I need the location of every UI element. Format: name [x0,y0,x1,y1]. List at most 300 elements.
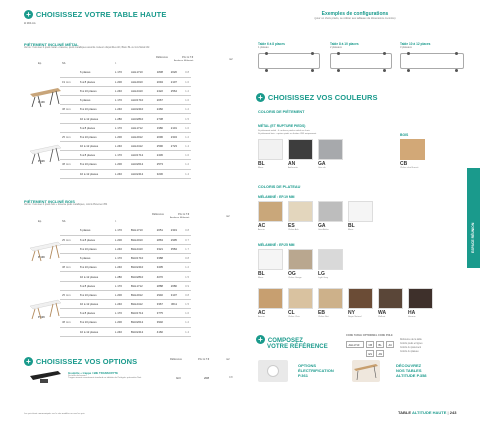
promo-title2: ÉLECTRIFICATION [298,368,334,373]
cell-ref: AHU1710 [129,96,151,105]
cell-p2: 2995 [165,235,179,244]
desk-image [28,86,62,108]
cell-p2 [165,272,179,281]
table-row [60,114,191,123]
color-swatch [348,201,373,222]
composez-section [256,335,303,344]
table-row [60,254,191,263]
table-row [60,68,191,77]
composez-c5: AN [376,350,384,357]
bois-head-prix-sub: Acodecor Mélaminé [170,217,190,219]
swatch-name: Chêne Nat [318,316,329,318]
cell-l: L 200 [113,132,129,141]
bois-col-l: l. [115,220,117,223]
promo-electrification[interactable] [298,363,334,378]
swatch-code: BL [258,161,265,167]
cell-ep [60,300,78,309]
promo-altitude-image [352,360,380,382]
cell-m2: 1.0 [179,309,191,318]
cell-p2: 2680 [165,281,179,290]
cell-ref: AHU2410 [129,105,151,114]
cell-p1: 3388 [151,254,165,263]
metal-color-note2: Si piétement bois : rupture pieds en finition CB5 uniquement [258,133,317,135]
swatch-code: CB [400,161,408,167]
config-subtitle: (pour un choix précis, se référer aux tableaux de dimensions ci-contre) [314,17,396,20]
table-row [60,96,191,105]
swatch-name: Chêne Greige [288,277,302,279]
cell-nb: 6 places [78,96,113,105]
cell-m2: 1.4 [179,142,191,151]
table-row [60,226,191,235]
config-diagram [400,53,464,69]
options-head-ref: Référence [170,358,182,361]
table-row [60,272,191,281]
table-row [60,235,191,244]
cell-ep [60,169,78,178]
color-swatch [288,249,313,270]
cell-ep: 25 mm [60,132,78,141]
options-title: CHOISISSEZ VOS OPTIONS [35,357,138,366]
promo-altitude[interactable] [396,363,427,378]
cell-p2: 2020 [165,68,179,77]
swatch-name: Blanc [348,229,354,231]
swatch-code: EB [318,310,325,316]
table-row [60,290,191,299]
cell-m2: 0.8 [179,290,191,299]
swatch-code: OG [288,271,296,277]
options-head-m2: m2 [226,358,230,361]
cell-nb: 8 à 10 places [78,318,113,327]
swatch-name: Anthracite [288,167,298,169]
cell-m2: 1.5 [179,300,191,309]
cell-ep: 19 mm [60,77,78,86]
cell-p1: 2094 [151,77,165,86]
swatch-name: Light Grey [318,277,329,279]
promo-title2: NOS TABLES [396,368,422,373]
cell-p1: 2067 [151,96,165,105]
cell-nb: 6 à 8 places [78,123,113,132]
cell-p1: 3775 [151,309,165,318]
swatch-name: Noyer Naturel [348,316,362,318]
bois-group-2: P 120 [38,316,45,319]
cell-l: L 170 [113,226,129,235]
cell-p1: 2863 [151,235,165,244]
cell-nb: 8 à 10 places [78,263,113,272]
cell-ep [60,244,78,253]
plus-icon: + [256,335,265,344]
cell-m2: 1.2 [179,86,191,95]
composez-legend [400,338,422,354]
cell-l: L 240 [113,169,129,178]
cell-ep [60,226,78,235]
swatch-name: Gris Atelier [318,229,329,231]
swatch-code: GA [318,161,326,167]
config-sub: 3 plateaux [400,46,412,49]
cell-l: L 240 [113,142,129,151]
cell-nb: 8 à 10 places [78,290,113,299]
cell-l: L 200 [113,290,129,299]
cell-p2: 2723 [165,142,179,151]
swatch-code: CL [288,310,295,316]
cell-ep: 38 mm [60,318,78,327]
cell-ref: BHL2412 [129,300,151,309]
composez-c1: CB [366,341,374,348]
side-tab-label: ESPACE RÉUNION [471,222,475,253]
cell-p2: 3107 [165,290,179,299]
cell-ep: 38 mm [60,263,78,272]
table-row [60,309,191,318]
cell-m2: 1.2 [179,318,191,327]
cell-nb: 6 places [78,254,113,263]
cell-p1: 3367 [151,300,165,309]
table-row [60,142,191,151]
config-item-1 [258,42,285,49]
cell-p1: 2940 [151,290,165,299]
color-swatch [288,201,313,222]
table-row [60,132,191,141]
cell-m2: 1.5 [179,114,191,123]
bois-group-1: P 100 [38,256,45,259]
promo-title: DÉCOUVREZ [396,363,422,368]
cell-nb: 10 à 12 places [78,169,113,178]
cell-ep [60,327,78,336]
cell-l: L 170 [113,254,129,263]
metal-group-2: P 120 [38,160,45,163]
cell-ep [60,151,78,160]
cell-l: L 240 [113,300,129,309]
color-swatch [348,288,373,309]
metal-table [60,68,191,179]
cell-m2: 0.9 [179,281,191,290]
cell-ep [60,96,78,105]
cell-ref: BHL2410 [129,244,151,253]
table-row [60,105,191,114]
table-row [60,151,191,160]
cell-l: L 240 [113,86,129,95]
color-swatch [318,139,343,160]
metal-col-l: l. [115,62,117,65]
cell-ref: AHU2412 [129,169,151,178]
cell-p2 [165,318,179,327]
cell-l: L 280 [113,114,129,123]
cell-l: L 200 [113,235,129,244]
swatch-name: Chêne Ash [288,229,299,231]
cell-ep [60,86,78,95]
cell-m2: 0.7 [179,235,191,244]
metal-group-1: P 100 [38,101,45,104]
promo-electrification-image [258,360,288,382]
table-row [60,77,191,86]
footer-label: TABLE [398,410,412,415]
swatch-code: GA [318,223,326,229]
table-row [60,318,191,327]
color-swatch [258,201,283,222]
cell-p2: 2334 [165,132,179,141]
cell-nb: 6 à 8 places [78,235,113,244]
cell-ep: 38 mm [60,105,78,114]
swatch-code: HA [408,310,416,316]
cell-l: L 200 [113,318,129,327]
cell-m2: 1.4 [179,327,191,336]
cell-m2: 0.8 [179,254,191,263]
cell-m2: 1.2 [179,263,191,272]
cell-nb: 10 à 12 places [78,327,113,336]
swatch-code: AC [258,310,266,316]
composez-c4: ES [366,350,374,357]
metal-note: Verrou : livré avec 4 pieds métal + traverse, pieds métalliques assortis couleurs disponibles AN, Blanc BL ou Gris Métal GM [24,47,150,49]
cell-m2: 1.4 [179,169,191,178]
cell-nb: 10 à 12 places [78,142,113,151]
color-swatch [318,201,343,222]
cell-ref: BHU2412 [129,327,151,336]
cell-m2: 1.0 [179,123,191,132]
cell-ep: 38 mm [60,160,78,169]
plateau-title: COLORIS DE PLATEAU [258,185,301,189]
cell-p1: 2460 [151,105,165,114]
bois-color-title: BOIS [400,133,409,137]
color-swatch [400,139,425,160]
cell-p1: 2422 [151,86,165,95]
cell-ref: BHL2010 [129,235,151,244]
cell-l: L 170 [113,96,129,105]
cell-m2: 1.0 [179,151,191,160]
desk-image [28,143,62,165]
cell-p1: 3321 [151,244,165,253]
table-row [60,300,191,309]
swatch-code: ES [288,223,295,229]
table-row [60,86,191,95]
cell-nb: 10 à 12 places [78,300,113,309]
cell-nb: 8 à 10 places [78,132,113,141]
cell-p1: 2051 [151,226,165,235]
options-header [24,357,137,366]
couleurs-header [256,93,378,102]
color-swatch [288,288,313,309]
composez-title: COMPOSEZ [267,338,303,344]
bois-col-nb: Nb. [62,220,67,223]
pietement-title: COLORIS DE PIÉTEMENT [258,110,305,114]
mel25-title: MÉLAMINÉ : EP.25 MM [258,243,295,247]
bois-table-grid [60,226,191,337]
option-ref: GO [176,376,181,380]
color-swatch [318,249,343,270]
metal-col-ep: Ep. [38,62,42,65]
cell-p1: 3230 [151,169,165,178]
cell-m2: 0.8 [179,68,191,77]
option-m2: 0.8 [229,376,233,379]
page-number: 243 [449,410,457,415]
cell-nb: 10 à 12 places [78,114,113,123]
swatch-name: Acacia [258,316,265,318]
cell-ref: AHU2012 [129,160,151,169]
cell-p1: 2888 [151,281,165,290]
footer-title [398,410,456,415]
metal-head-ref: Référence [156,56,168,59]
header [24,10,166,19]
promo-page: P.361 [298,373,308,378]
metal-col-nb: Nb. [62,62,67,65]
composez-c3: AC [386,341,394,348]
table-row [60,281,191,290]
bois-table [60,226,191,337]
cell-p2 [165,105,179,114]
cell-ref: BHU2810 [129,272,151,281]
table-row [60,327,191,336]
metal-head-prix: Prix H.T.€ [182,56,194,59]
cell-ref: AHL2412 [129,142,151,151]
cell-p1: 2738 [151,114,165,123]
color-swatch [378,288,403,309]
cell-ep [60,272,78,281]
cell-nb: 6 places [78,226,113,235]
cell-l: L 240 [113,244,129,253]
footer-note: Les prix étant communiqués sur le site modifier ou non les prix [24,413,85,415]
metal-color-note: Si piétement métal : 4 couleurs piedss métal au choix [258,130,310,132]
cell-ref: AHL1710 [129,68,151,77]
cell-ref: AHL2012 [129,132,151,141]
cell-ep [60,309,78,318]
config-label: Table 6 à 8 places [258,42,285,46]
composez-code: AHL1710 [346,341,364,348]
footer-name: ALTITUDE HAUTE [412,410,447,415]
cell-l: L 240 [113,263,129,272]
color-swatch [408,288,433,309]
bois-head-prix: Prix H.T.€ [178,213,190,216]
option-item-title: Goulotte + trappe / BIE TRANSCRYTE [68,371,119,375]
cell-nb: 6 à 8 places [78,309,113,318]
cell-ref: BHL1712 [129,281,151,290]
cell-p2 [165,263,179,272]
cell-m2: 0.8 [179,226,191,235]
cell-l: L 170 [113,309,129,318]
cell-m2: 1.2 [179,160,191,169]
swatch-code: BL [348,223,355,229]
cell-nb: 10 à 12 places [78,272,113,281]
cell-ref: AHU2810 [129,114,151,123]
config-item-3 [400,42,430,49]
swatch-code: AC [258,223,266,229]
color-swatch [258,139,283,160]
color-swatch [318,288,343,309]
footer-sep: | [447,410,449,415]
cell-ref: BHU1710 [129,254,151,263]
cell-m2: 1.2 [179,132,191,141]
config-sub: 1 plateau [258,46,269,49]
composez-c2: BL [376,341,384,348]
metal-title: PIÉTEMENT INCLINÉ MÉTAL [24,42,79,47]
table-row [60,123,191,132]
cell-ref: BHL1710 [129,226,151,235]
legend-item: Référence de la table [400,339,422,341]
swatch-name: Gris alu [318,167,326,169]
bois-title: PIÉTEMENT INCLINÉ BOIS [24,199,75,204]
cell-p2 [165,309,179,318]
cell-p2: 2101 [165,123,179,132]
config-item-2 [330,42,359,49]
cell-p2: 2319 [165,226,179,235]
color-swatch [258,249,283,270]
cell-p2 [165,169,179,178]
cell-ep [60,281,78,290]
cell-p1: 3405 [151,263,165,272]
option-price: 208 [204,376,210,380]
cell-nb: 6 places [78,68,113,77]
cell-m2: 1.0 [179,96,191,105]
swatch-name: Blanc [258,277,264,279]
cell-l: L 170 [113,68,129,77]
cell-l: L 280 [113,272,129,281]
color-swatch [258,288,283,309]
options-head-prix: Prix H.T.€ [198,358,210,361]
config-label: Table 8 à 10 places [330,42,359,46]
metal-table-grid [60,68,191,179]
desk-image [28,240,62,262]
plus-icon: + [24,357,33,366]
swatch-name: Wallnut [378,316,386,318]
cell-m2: 1.0 [179,77,191,86]
config-diagram [330,53,392,69]
cell-m2: 1.5 [179,272,191,281]
cell-ref: BHU1712 [129,309,151,318]
cell-ref: AHL1712 [129,123,151,132]
legend-item: Coloris du plateau [400,351,419,353]
goulotte-image [28,370,62,386]
cell-p1: 3902 [151,318,165,327]
cell-m2: 1.7 [179,244,191,253]
cell-nb: 6 à 8 places [78,151,113,160]
cell-l: L 170 [113,123,129,132]
cell-nb: 6 à 8 places [78,77,113,86]
config-label: Table 10 à 12 places [400,42,431,46]
cell-nb: 8 à 10 places [78,105,113,114]
page-subtitle: H 104 cm [24,22,36,25]
plus-icon: + [256,93,265,102]
cell-l: L 170 [113,281,129,290]
cell-nb: 6 à 8 places [78,281,113,290]
cell-p2 [165,160,179,169]
swatch-name: Blanc [258,167,264,169]
desk-image [28,298,62,320]
table-row [60,169,191,178]
cell-ref: AHL2410 [129,86,151,95]
cell-p1: 2096 [151,132,165,141]
cell-ref: AHL2010 [129,77,151,86]
composez-title2: VOTRE RÉFÉRENCE [267,344,328,350]
bois-section [24,199,240,206]
cell-p1: 1980 [151,123,165,132]
cell-m2: 1.2 [179,105,191,114]
bois-col-ep: Ep. [38,220,42,223]
side-tab [467,168,480,268]
swatch-name: Acacia [258,229,265,231]
option-item-sub: De taille de bureau [68,375,87,377]
cell-p2 [165,114,179,123]
metal-color-title: MÉTAL (ET RUPTURE PIEDS) [258,124,306,128]
swatch-code: NY [348,310,355,316]
table-row [60,263,191,272]
cell-nb: 8 à 10 places [78,244,113,253]
bois-note: Verrou : livré avec 4 pieds bois + traverse pieds métalliques, coloris Piètement BS [24,204,108,206]
legend-item: Coloris pieds et lignes [400,343,423,345]
cell-nb: 8 à 10 places [78,86,113,95]
couleurs-title: CHOISISSEZ VOS COULEURS [267,93,378,102]
mel19-title: MÉLAMINÉ : EP.19 MM [258,195,295,199]
cell-ref: BHU2012 [129,318,151,327]
cell-p2 [165,151,179,160]
cell-ep [60,142,78,151]
config-section [260,11,450,20]
cell-l: L 200 [113,160,129,169]
